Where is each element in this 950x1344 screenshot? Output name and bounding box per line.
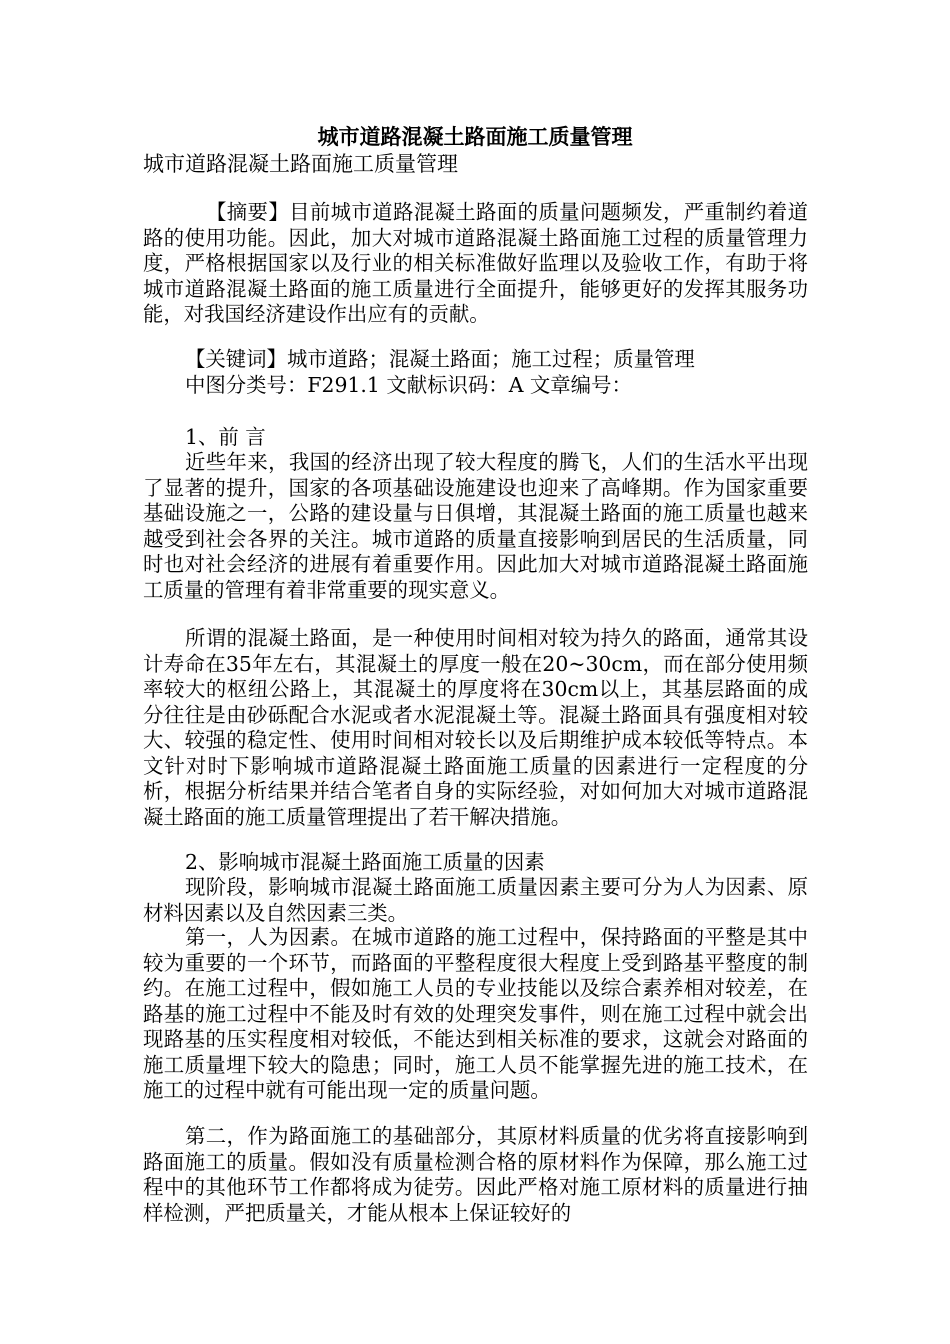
keywords-line: 【关键词】城市道路；混凝土路面；施工过程；质量管理	[185, 347, 695, 371]
section1-paragraph-1: 近些年来，我国的经济出现了较大程度的腾飞，人们的生活水平出现了显著的提升，国家的各项基础设施建设也迎来了高峰期。作为国家重要基础设施之一，公路的建设量与日俱增，其混凝土路面的施工质量也越来越受到社会各界的关注。城市道路的质量直接影响到居民的生活质量，同时也对社会经济的进展有着重要作用。因此加大对城市道路混凝土路面施工质量的管理有着非常重要的现实意义。	[143, 450, 808, 602]
section2-heading: 2、影响城市混凝土路面施工质量的因素	[185, 850, 545, 874]
section1-heading: 1、前 言	[185, 425, 266, 449]
classification-line: 中图分类号：F291.1 文献标识码：A 文章编号：	[185, 373, 632, 397]
document-title: 城市道路混凝土路面施工质量管理	[317, 124, 633, 149]
section2-paragraph-3: 第二，作为路面施工的基础部分，其原材料质量的优劣将直接影响到路面施工的质量。假如没有质量检测合格的原材料作为保障，那么施工过程中的其他环节工作都将成为徒劳。因此严格对施工原材料的质量进行抽样检测，严把质量关，才能从根本上保证较好的	[143, 1124, 808, 1225]
document-subtitle: 城市道路混凝土路面施工质量管理	[143, 152, 458, 176]
section1-paragraph-2: 所谓的混凝土路面，是一种使用时间相对较为持久的路面，通常其设计寿命在35年左右，其混凝土的厚度一般在20~30cm，而在部分使用频率较大的枢纽公路上，其混凝土的厚度将在30cm以上，其基层路面的成分往往是由砂砾配合水泥或者水泥混凝土等。混凝土路面具有强度相对较大、较强的稳定性、使用时间相对较长以及后期维护成本较低等特点。本文针对时下影响城市道路混凝土路面施工质量的因素进行一定程度的分析，根据分析结果并结合笔者自身的实际经验，对如何加大对城市道路混凝土路面的施工质量管理提出了若干解决措施。	[143, 626, 808, 829]
section2-paragraph-1: 现阶段，影响城市混凝土路面施工质量因素主要可分为人为因素、原材料因素以及自然因素三类。	[143, 875, 808, 925]
section2-paragraph-2: 第一，人为因素。在城市道路的施工过程中，保持路面的平整是其中较为重要的一个环节，而路面的平整程度很大程度上受到路基平整度的制约。在施工过程中，假如施工人员的专业技能以及综合素养相对较差，在路基的施工过程中不能及时有效的处理突发事件，则在施工过程中就会出现路基的压实程度相对较低，不能达到相关标准的要求，这就会对路面的施工质量埋下较大的隐患；同时，施工人员不能掌握先进的施工技术，在施工的过程中就有可能出现一定的质量问题。	[143, 925, 808, 1102]
abstract-paragraph: 【摘要】目前城市道路混凝土路面的质量问题频发，严重制约着道路的使用功能。因此，加大对城市道路混凝土路面施工过程的质量管理力度，严格根据国家以及行业的相关标准做好监理以及验收工作，有助于将城市道路混凝土路面的施工质量进行全面提升，能够更好的发挥其服务功能，对我国经济建设作出应有的贡献。	[143, 200, 808, 326]
